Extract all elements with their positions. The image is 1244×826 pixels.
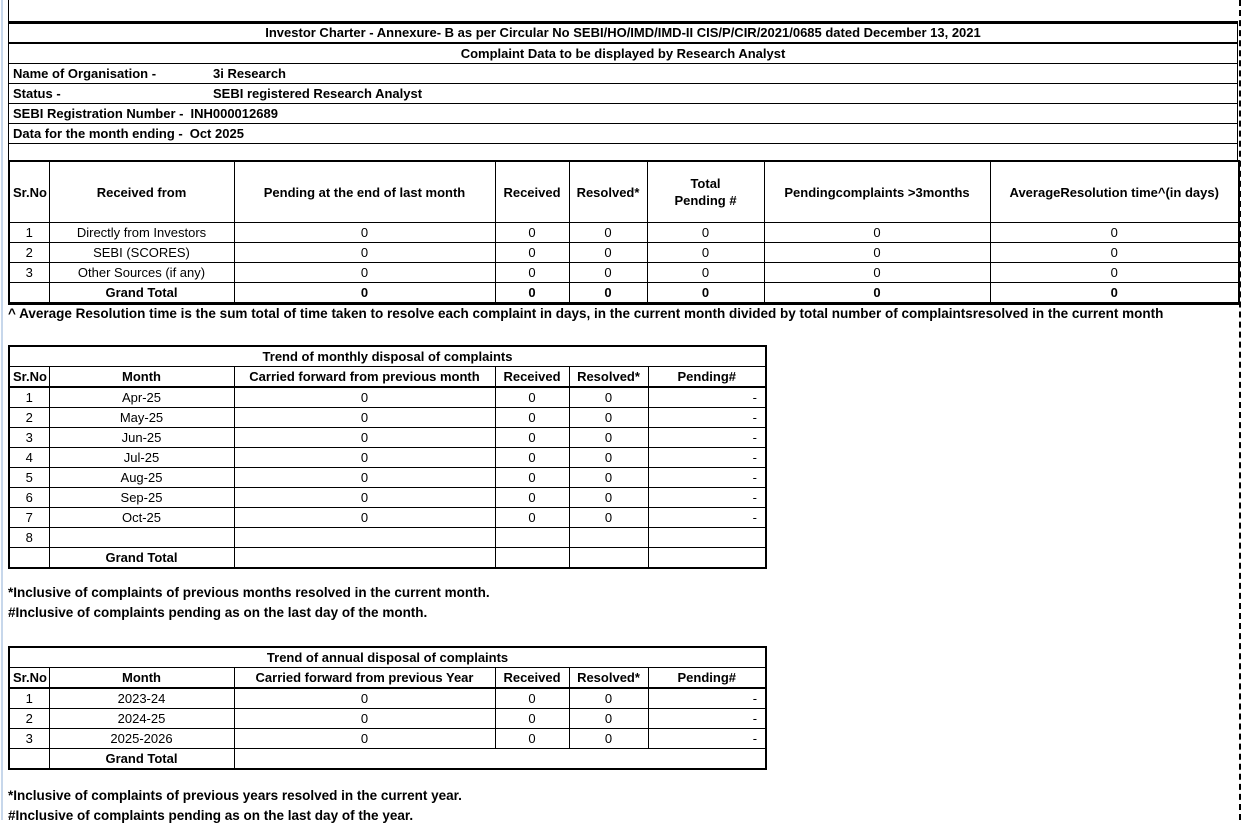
- col-header-carried-forward: Carried forward from previous month: [234, 367, 495, 388]
- left-gutter-line: [1, 0, 3, 820]
- monthly-header-row: [9, 367, 766, 388]
- table-cell: 0: [234, 709, 495, 729]
- table-cell: Apr-25: [49, 387, 234, 408]
- table-cell: 1: [9, 387, 49, 408]
- status-row: [9, 84, 1237, 104]
- table-cell: SEBI (SCORES): [49, 243, 234, 263]
- monthly-grand-total-row: [9, 548, 766, 569]
- table-cell: 0: [647, 223, 764, 243]
- table-cell: [9, 283, 49, 304]
- table-cell: 8: [9, 528, 49, 548]
- table-row: [9, 223, 1239, 243]
- table-cell: 0: [569, 709, 648, 729]
- status-label: Status -: [13, 86, 61, 101]
- table-cell: 3: [9, 428, 49, 448]
- table-row: [9, 263, 1239, 283]
- table-cell: 0: [234, 263, 495, 283]
- table-cell: -: [648, 729, 766, 749]
- table-cell: 0: [234, 448, 495, 468]
- table-cell: 0: [647, 243, 764, 263]
- annual-header-row: [9, 668, 766, 689]
- table-cell: 0: [234, 283, 495, 304]
- annual-footnote-pending: #Inclusive of complaints pending as on the last day of the year.: [8, 808, 414, 823]
- table-cell: 0: [764, 283, 990, 304]
- monthly-footnote-pending: #Inclusive of complaints pending as on the last day of the month.: [8, 605, 428, 620]
- table-cell: 0: [234, 408, 495, 428]
- document-title: Investor Charter - Annexure- B as per Circular No SEBI/HO/IMD/IMD-II CIS/P/CIR/2021/0685 dated December 13, 2021: [9, 24, 1237, 44]
- table-cell: -: [648, 508, 766, 528]
- col-header-avg-resolution: AverageResolution time^(in days): [990, 161, 1239, 223]
- document-subtitle: Complaint Data to be displayed by Research Analyst: [9, 44, 1237, 64]
- table-cell: -: [648, 468, 766, 488]
- col-header-pending: Pending#: [648, 367, 766, 388]
- annual-footnote-resolved: *Inclusive of complaints of previous years resolved in the current year.: [8, 788, 462, 803]
- col-header-received: Received: [495, 161, 569, 223]
- table-cell: [648, 528, 766, 548]
- table-cell: [495, 528, 569, 548]
- month-ending-label: Data for the month ending -: [13, 126, 183, 141]
- document-header: [8, 21, 1238, 161]
- table-cell: 6: [9, 488, 49, 508]
- col-header-resolved: Resolved*: [569, 668, 648, 689]
- table-cell: 0: [990, 283, 1239, 304]
- col-header-carried-forward: Carried forward from previous Year: [234, 668, 495, 689]
- table-cell: 0: [495, 709, 569, 729]
- table-cell: [648, 548, 766, 569]
- monthly-table-title: Trend of monthly disposal of complaints: [9, 346, 766, 367]
- annual-footnotes: [8, 786, 462, 826]
- col-header-resolved: Resolved*: [569, 367, 648, 388]
- table-row: [9, 508, 766, 528]
- table-cell: 0: [234, 428, 495, 448]
- annual-disposal-table: [8, 646, 767, 770]
- table-cell: 0: [569, 283, 647, 304]
- col-header-srno: Sr.No: [9, 367, 49, 388]
- table-cell: 0: [495, 488, 569, 508]
- table-cell: 2025-2026: [49, 729, 234, 749]
- table-cell: 0: [569, 408, 648, 428]
- table-cell: 2023-24: [49, 688, 234, 709]
- table-cell: 0: [764, 243, 990, 263]
- top-left-border: [8, 0, 9, 21]
- table-cell: 0: [495, 468, 569, 488]
- col-header-srno: Sr.No: [9, 668, 49, 689]
- registration-number-label: SEBI Registration Number -: [13, 106, 184, 121]
- annual-grand-total-row: [9, 749, 766, 770]
- table-cell: 0: [990, 263, 1239, 283]
- table-cell: 1: [9, 223, 49, 243]
- table-cell: 0: [495, 243, 569, 263]
- table-cell: 5: [9, 468, 49, 488]
- table-cell: [234, 528, 495, 548]
- table-cell: -: [648, 709, 766, 729]
- table-cell: Directly from Investors: [49, 223, 234, 243]
- table-cell: 2: [9, 243, 49, 263]
- table-cell: 0: [495, 263, 569, 283]
- table-cell: 0: [569, 508, 648, 528]
- monthly-disposal-table: [8, 345, 767, 569]
- grand-total-label: Grand Total: [49, 283, 234, 304]
- col-header-month: Month: [49, 668, 234, 689]
- table-row: [9, 688, 766, 709]
- table-cell: 0: [647, 283, 764, 304]
- table-cell: 0: [234, 468, 495, 488]
- table-cell: 2: [9, 408, 49, 428]
- complaints-header-row: [9, 161, 1239, 223]
- table-cell: 0: [234, 688, 495, 709]
- table-cell: [9, 548, 49, 569]
- org-name-label: Name of Organisation -: [13, 66, 157, 81]
- complaints-grand-total-row: [9, 283, 1239, 304]
- table-cell: [9, 749, 49, 770]
- table-cell: May-25: [49, 408, 234, 428]
- table-cell: 0: [569, 729, 648, 749]
- table-cell: 1: [9, 688, 49, 709]
- table-row: [9, 709, 766, 729]
- month-ending-row: [9, 124, 1237, 144]
- table-row: [9, 729, 766, 749]
- table-cell: 0: [990, 223, 1239, 243]
- org-name-value: 3i Research: [213, 66, 286, 81]
- month-ending-value: Oct 2025: [189, 126, 244, 141]
- table-cell: 0: [234, 488, 495, 508]
- monthly-footnote-resolved: *Inclusive of complaints of previous months resolved in the current month.: [8, 585, 490, 600]
- table-cell: 0: [495, 688, 569, 709]
- table-cell: Sep-25: [49, 488, 234, 508]
- table-cell: 0: [234, 223, 495, 243]
- table-cell: 0: [569, 448, 648, 468]
- table-cell: 0: [495, 223, 569, 243]
- table-cell: 7: [9, 508, 49, 528]
- org-name-row: [9, 64, 1237, 84]
- table-cell: 0: [569, 688, 648, 709]
- registration-number-value: INH000012689: [190, 106, 278, 121]
- col-header-resolved: Resolved*: [569, 161, 647, 223]
- table-cell: 0: [234, 729, 495, 749]
- table-cell: -: [648, 448, 766, 468]
- table-cell: Jun-25: [49, 428, 234, 448]
- table-cell: 0: [495, 283, 569, 304]
- table-cell: 0: [569, 263, 647, 283]
- table-row: [9, 243, 1239, 263]
- spacer-row: [9, 144, 1237, 161]
- table-cell: 0: [569, 488, 648, 508]
- col-header-received: Received: [495, 367, 569, 388]
- table-cell: 0: [569, 223, 647, 243]
- col-header-received-from: Received from: [49, 161, 234, 223]
- col-header-srno: Sr.No: [9, 161, 49, 223]
- table-row: [9, 387, 766, 408]
- table-cell: 0: [495, 729, 569, 749]
- table-row: [9, 468, 766, 488]
- table-row: [9, 428, 766, 448]
- annual-table-title-row: [9, 647, 766, 668]
- monthly-footnotes: [8, 583, 490, 623]
- avg-resolution-footnote: ^ Average Resolution time is the sum total of time taken to resolve each complaint in days, in the current month divided by total number of complaintsresolved in the current month: [8, 306, 1164, 321]
- table-cell: [569, 548, 648, 569]
- table-cell: 0: [569, 468, 648, 488]
- table-cell: -: [648, 688, 766, 709]
- table-cell: 4: [9, 448, 49, 468]
- col-header-pending: Pending#: [648, 668, 766, 689]
- grand-total-label: Grand Total: [49, 548, 234, 569]
- complaints-table: [8, 160, 1240, 305]
- page-break-line: [1239, 0, 1241, 820]
- col-header-total-pending: Total Pending #: [647, 161, 764, 223]
- table-cell: 0: [764, 223, 990, 243]
- monthly-table-title-row: [9, 346, 766, 367]
- table-cell: [569, 528, 648, 548]
- table-cell: Aug-25: [49, 468, 234, 488]
- table-cell: 0: [495, 428, 569, 448]
- status-value: SEBI registered Research Analyst: [213, 86, 423, 101]
- table-cell: [234, 749, 766, 770]
- table-cell: 0: [764, 263, 990, 283]
- table-cell: 0: [234, 387, 495, 408]
- table-cell: 0: [990, 243, 1239, 263]
- table-cell: Jul-25: [49, 448, 234, 468]
- table-cell: 0: [569, 387, 648, 408]
- table-cell: -: [648, 387, 766, 408]
- col-header-pending-3months: Pendingcomplaints >3months: [764, 161, 990, 223]
- table-row: [9, 488, 766, 508]
- grand-total-label: Grand Total: [49, 749, 234, 770]
- table-cell: 3: [9, 729, 49, 749]
- table-cell: 0: [647, 263, 764, 283]
- table-row: [9, 448, 766, 468]
- col-header-month: Month: [49, 367, 234, 388]
- table-cell: 0: [495, 448, 569, 468]
- col-header-received: Received: [495, 668, 569, 689]
- table-cell: Oct-25: [49, 508, 234, 528]
- table-cell: 2024-25: [49, 709, 234, 729]
- table-cell: [234, 548, 495, 569]
- table-row: [9, 528, 766, 548]
- table-cell: -: [648, 428, 766, 448]
- table-cell: 0: [495, 408, 569, 428]
- table-cell: -: [648, 488, 766, 508]
- table-cell: 0: [569, 428, 648, 448]
- table-cell: -: [648, 408, 766, 428]
- table-cell: 0: [495, 508, 569, 528]
- table-cell: 3: [9, 263, 49, 283]
- table-cell: Other Sources (if any): [49, 263, 234, 283]
- table-cell: 0: [569, 243, 647, 263]
- table-cell: 0: [234, 508, 495, 528]
- col-header-pending-last-month: Pending at the end of last month: [234, 161, 495, 223]
- annual-table-title: Trend of annual disposal of complaints: [9, 647, 766, 668]
- table-cell: [49, 528, 234, 548]
- table-cell: 2: [9, 709, 49, 729]
- table-row: [9, 408, 766, 428]
- table-cell: 0: [234, 243, 495, 263]
- table-cell: 0: [495, 387, 569, 408]
- table-cell: [495, 548, 569, 569]
- registration-number-row: [9, 104, 1237, 124]
